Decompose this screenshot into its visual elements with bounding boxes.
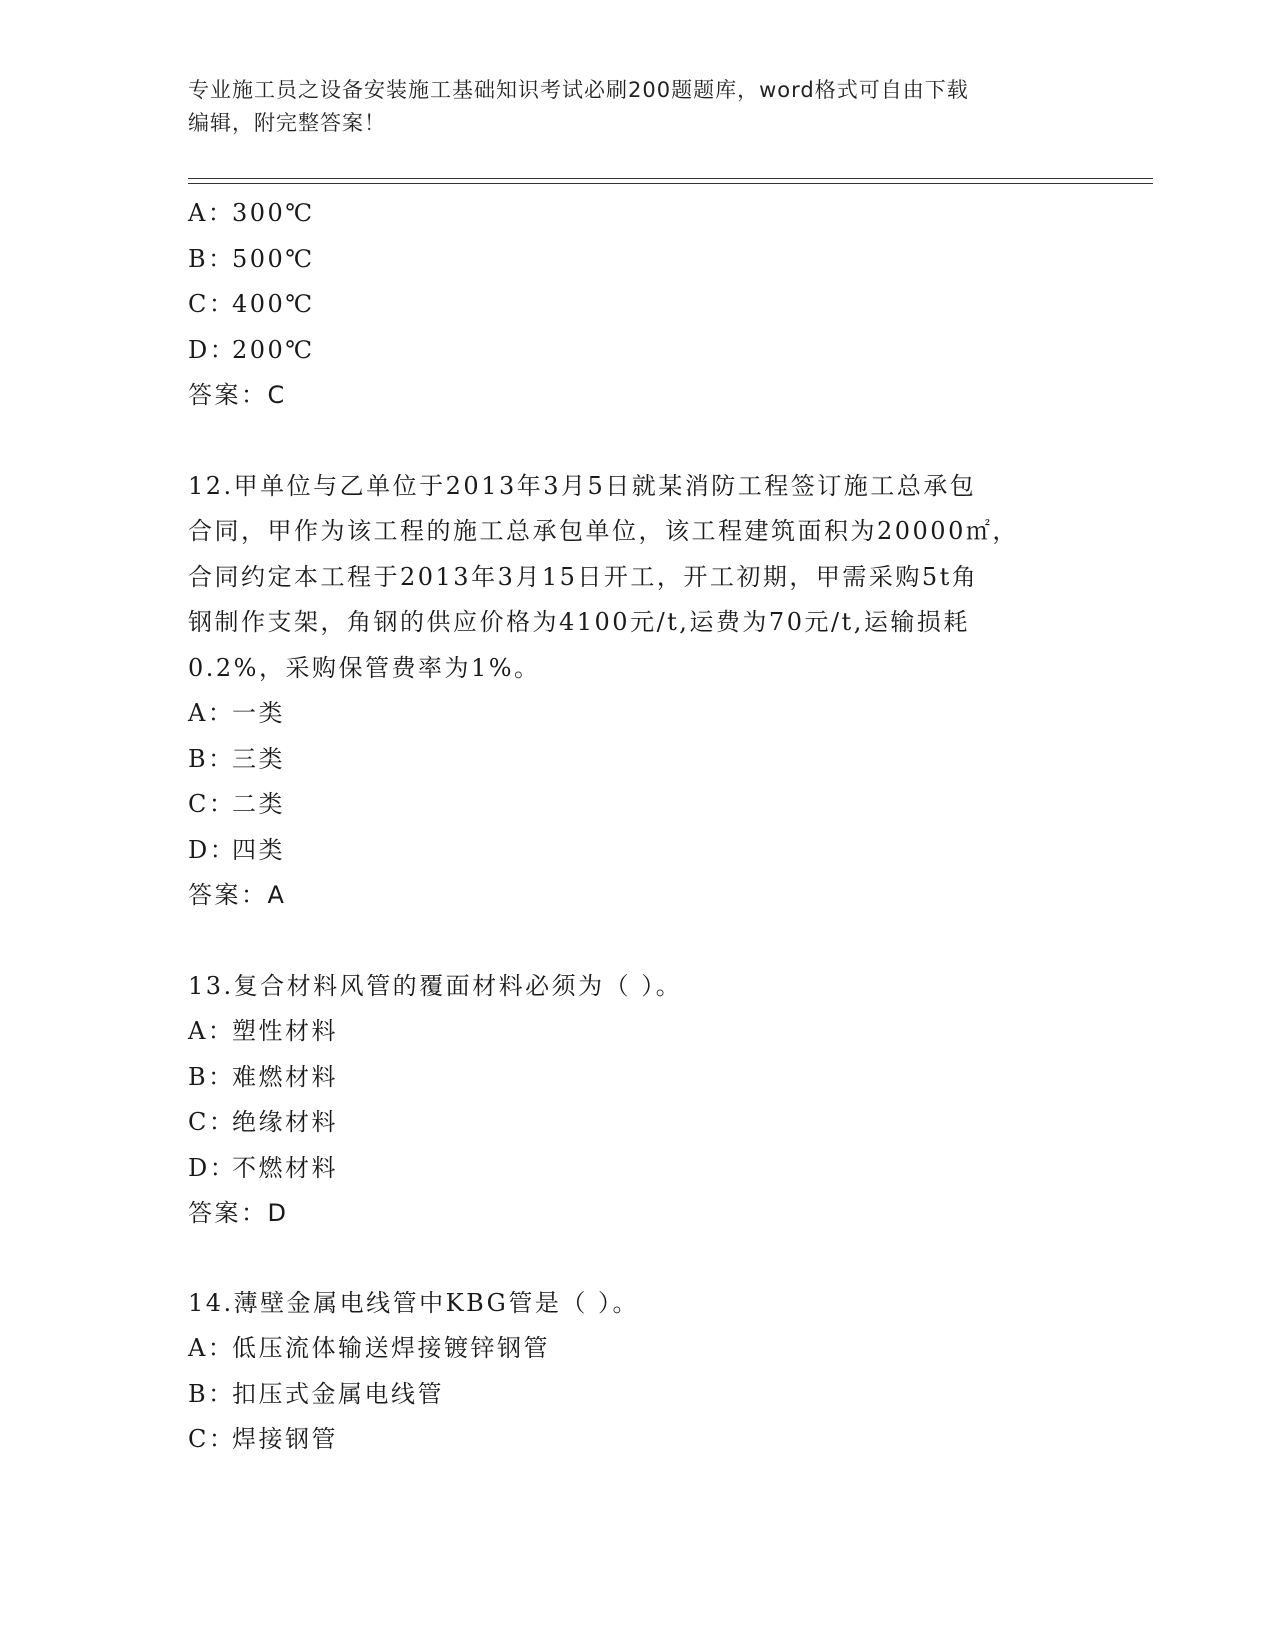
spacer (188, 1237, 1088, 1281)
option-text: 一类 (232, 699, 285, 727)
option-a (188, 1009, 1088, 1055)
option-key: D： (188, 1153, 237, 1182)
option-key: A： (188, 1334, 235, 1362)
question-13 (188, 964, 1088, 1237)
option-d (188, 1146, 1088, 1192)
option-text: 低压流体输送焊接镀锌钢管 (232, 1334, 550, 1362)
option-text: 四类 (232, 835, 285, 864)
option-text: 塑性材料 (232, 1017, 338, 1045)
option-text: 500℃ (232, 244, 315, 273)
option-text: 扣压式金属电线管 (232, 1379, 444, 1408)
question-stem-line: 合同，甲作为该工程的施工总承包单位，该工程建筑面积为20000㎡， (188, 517, 1019, 545)
option-key: B： (188, 744, 235, 773)
option-text: 不燃材料 (232, 1153, 338, 1182)
option-c (188, 1417, 1088, 1463)
option-text: 300℃ (232, 199, 315, 227)
question-stem-line: 钢制作支架，角钢的供应价格为4100元/t,运费为70元/t,运输损耗 (188, 608, 970, 636)
option-key: B： (188, 244, 235, 273)
option-key: D： (188, 835, 237, 864)
option-text: 二类 (232, 790, 285, 818)
spacer (188, 419, 1088, 464)
option-text: 难燃材料 (232, 1062, 338, 1091)
option-text: 400℃ (232, 290, 315, 318)
option-b (188, 237, 1088, 283)
option-a (188, 1326, 1088, 1372)
question-stem-line: 12.甲单位与乙单位于2013年3月5日就某消防工程签订施工总承包 (188, 471, 977, 500)
answer-line: 答案：A (188, 881, 287, 909)
question-stem-line: 13.复合材料风管的覆面材料必须为（ ）。 (188, 971, 683, 1000)
option-key: A： (188, 1017, 235, 1045)
answer-line: 答案：D (188, 1199, 289, 1227)
option-key: B： (188, 1062, 235, 1091)
option-text: 200℃ (232, 335, 315, 364)
question-stem-line: 0.2%，采购保管费率为1%。 (188, 653, 541, 682)
option-c (188, 782, 1088, 828)
answer-line: 答案：C (188, 381, 287, 409)
option-key: A： (188, 199, 235, 227)
header-title-line-1: 专业施工员之设备安装施工基础知识考试必刷200题题库，word格式可自由下载 (188, 78, 969, 102)
document-header (188, 74, 1088, 140)
option-b (188, 737, 1088, 783)
question-stem-line: 合同约定本工程于2013年3月15日开工，开工初期，甲需采购5t角 (188, 562, 979, 591)
option-d (188, 828, 1088, 874)
option-b (188, 1055, 1088, 1101)
option-key: C： (188, 1108, 236, 1136)
option-key: B： (188, 1379, 235, 1408)
option-text: 焊接钢管 (232, 1425, 338, 1453)
question-stem-line: 14.薄壁金属电线管中KBG管是（ ）。 (188, 1288, 639, 1317)
spacer (188, 919, 1088, 964)
question-11 (188, 191, 1088, 419)
header-divider (188, 178, 1153, 184)
option-key: C： (188, 290, 236, 318)
option-d (188, 328, 1088, 374)
option-key: A： (188, 699, 235, 727)
option-a (188, 691, 1088, 737)
question-12 (188, 464, 1088, 919)
question-list (188, 191, 1088, 1463)
option-a (188, 191, 1088, 237)
option-c (188, 1100, 1088, 1146)
option-b (188, 1372, 1088, 1418)
option-text: 绝缘材料 (232, 1108, 338, 1136)
option-key: D： (188, 335, 237, 364)
option-key: C： (188, 790, 236, 818)
option-text: 三类 (232, 744, 285, 773)
option-key: C： (188, 1425, 236, 1453)
header-title-line-2: 编辑，附完整答案！ (188, 111, 386, 135)
option-c (188, 282, 1088, 328)
question-14 (188, 1281, 1088, 1463)
